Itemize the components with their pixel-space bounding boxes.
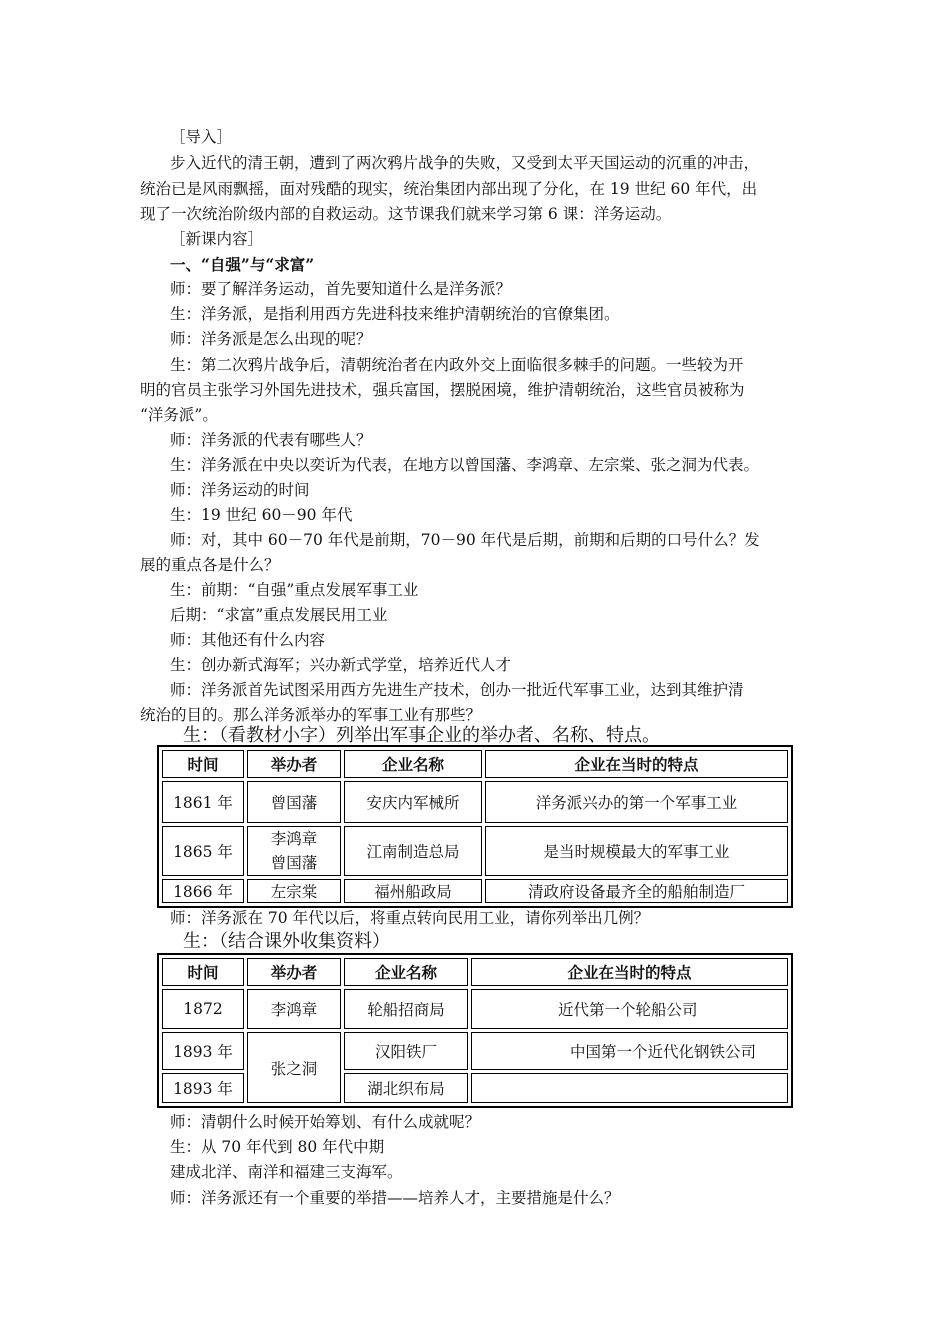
dialog-line: 后期：“求富”重点发展民用工业 [170,606,388,624]
section-title: 一、“自强”与“求富” [170,255,315,274]
table-cell: 福州船政局 [344,879,482,903]
dialog-line: 师：洋务派是怎么出现的呢？ [170,330,372,348]
founder-name: 曾国藩 [270,854,318,872]
dialog-line: 生：从 70 年代到 80 年代中期 [170,1138,385,1156]
dialog-line: 统治的目的。那么洋务派举办的军事工业有那些？ [140,706,482,724]
dialog-line: 师：洋务派的代表有哪些人？ [170,431,372,449]
table-cell: 曾国藩 [247,781,341,823]
paragraph-line: 步入近代的清王朝，遭到了两次鸦片战争的失败，又受到太平天国运动的沉重的冲击， [170,154,760,172]
table-cell: 安庆内军械所 [344,781,482,823]
military-enterprise-table [157,745,793,908]
dialog-line: 师：要了解洋务运动，首先要知道什么是洋务派？ [170,280,512,298]
dialog-line: 生：19 世纪 60－90 年代 [170,506,353,524]
paragraph-line: 统治已是风雨飘摇，面对残酷的现实，统治集团内部出现了分化，在 19 世纪 60 年代，出 [140,180,758,198]
founder-name: 李鸿章 [270,830,318,848]
dialog-line: 生：洋务派，是指利用西方先进科技来维护清朝统治的官僚集团。 [170,305,620,323]
table-cell: 1866 年 [162,879,244,903]
table-header-row [162,750,788,778]
table-row [162,826,788,876]
table-cell: 湖北织布局 [344,1073,468,1103]
table-cell: 轮船招商局 [344,989,468,1029]
dialog-line: 师：洋务派还有一个重要的举措——培养人才，主要措施是什么？ [170,1189,620,1207]
dialog-line: 师：其他还有什么内容 [170,631,326,649]
table-cell: 中国第一个近代化钢铁公司 [471,1032,788,1070]
dialog-line: 展的重点各是什么？ [140,556,280,574]
table-header-cell: 时间 [162,750,244,778]
table-cell: 洋务派兴办的第一个军事工业 [485,781,788,823]
table-header-cell: 企业名称 [344,958,468,986]
dialog-line: 生：前期：“自强”重点发展军事工业 [170,581,419,599]
table-header-row [162,958,788,986]
table-cell-merged: 张之洞 [247,1032,341,1103]
table-cell: 江南制造总局 [344,826,482,876]
dialog-line: 生：洋务派在中央以奕䜣为代表，在地方以曾国藩、李鸿章、左宗棠、张之洞为代表。 [170,456,760,474]
table-cell: 清政府设备最齐全的船舶制造厂 [485,879,788,903]
table-header-cell: 举办者 [247,750,341,778]
table1-intro: 生：（看教材小字）列举出军事企业的举办者、名称、特点。 [183,725,660,746]
heading-intro: ［导入］ [170,128,233,146]
table-header-cell: 企业在当时的特点 [485,750,788,778]
table-cell: 1861 年 [162,781,244,823]
dialog-line: 师：清朝什么时候开始筹划、有什么成就呢？ [170,1113,481,1131]
dialog-line: “洋务派”。 [140,406,218,424]
table-cell: 汉阳铁厂 [344,1032,468,1070]
table-row [162,1032,788,1070]
table-cell: 1893 年 [162,1073,244,1103]
heading-new-content: ［新课内容］ [170,230,264,248]
table-cell-founders [247,826,341,876]
table-cell: 近代第一个轮船公司 [471,989,788,1029]
table-row [162,781,788,823]
dialog-line: 师：对，其中 60－70 年代是前期，70－90 年代是后期，前期和后期的口号什么？发 [170,531,760,549]
table2-intro: 生：（结合课外收集资料） [183,931,390,952]
table-cell: 1865 年 [162,826,244,876]
dialog-line: 生：第二次鸦片战争后，清朝统治者在内政外交上面临很多棘手的问题。一些较为开 [170,356,744,374]
dialog-line: 师：洋务派在 70 年代以后，将重点转向民用工业，请你列举出几例？ [170,909,650,927]
dialog-line: 生：创办新式海军；兴办新式学堂，培养近代人才 [170,656,512,674]
table-cell: 左宗棠 [247,879,341,903]
paragraph-line: 现了一次统治阶级内部的自救运动。这节课我们就来学习第 6 课：洋务运动。 [140,205,672,223]
dialog-line: 建成北洋、南洋和福建三支海军。 [170,1163,403,1181]
table-row [162,879,788,903]
civilian-enterprise-table [157,953,793,1108]
dialog-line: 师：洋务运动的时间 [170,481,310,499]
table-header-cell: 企业在当时的特点 [471,958,788,986]
dialog-line: 师：洋务派首先试图采用西方先进生产技术，创办一批近代军事工业，达到其维护清 [170,681,744,699]
table-cell: 是当时规模最大的军事工业 [485,826,788,876]
table-cell: 1872 [162,989,244,1029]
table-header-cell: 举办者 [247,958,341,986]
dialog-line: 明的官员主张学习外国先进技术，强兵富国，摆脱困境，维护清朝统治，这些官员被称为 [140,381,745,399]
table-cell: 李鸿章 [247,989,341,1029]
table-cell: 1893 年 [162,1032,244,1070]
table-row [162,989,788,1029]
table-header-cell: 时间 [162,958,244,986]
table-cell [471,1073,788,1103]
table-header-cell: 企业名称 [344,750,482,778]
